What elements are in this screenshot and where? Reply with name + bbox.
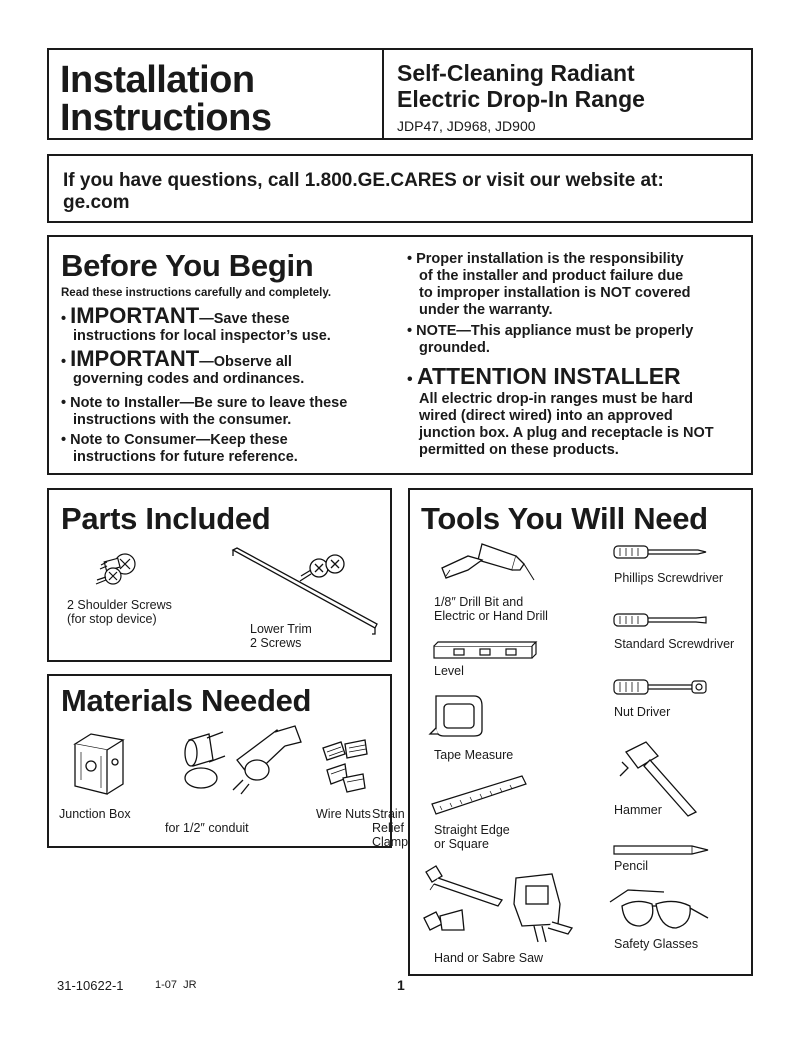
trim-screws-label: 2 Screws [250, 636, 302, 650]
important-observe: • IMPORTANT—Observe all governing codes and ordinances. [61, 350, 391, 388]
note-consumer-line1: • Note to Consumer—Keep these [61, 432, 288, 448]
straight-edge-illustration [430, 774, 534, 824]
wire-nuts-illustration [317, 738, 373, 798]
wire-nuts-label: Wire Nuts [316, 807, 371, 821]
drill-illustration [438, 540, 538, 590]
important-save: • IMPORTANT—Save these instructions for local inspector’s use. [61, 307, 391, 345]
proper-line3: to improper installation is NOT covered [419, 285, 691, 301]
important-observe-rest: —Observe all [199, 354, 292, 370]
saw-illustration [422, 864, 592, 944]
contact-line2: ge.com [63, 192, 130, 213]
doc-title-line1: Installation [60, 59, 255, 101]
read-instructions: Read these instructions carefully and completely. [61, 287, 332, 299]
doc-title-line2: Instructions [60, 97, 272, 139]
nut-driver-illustration [612, 678, 712, 696]
standard-screwdriver-label: Standard Screwdriver [614, 637, 735, 651]
note-consumer-line2: instructions for future reference. [73, 449, 298, 465]
drill-label: 1/8″ Drill Bit and [434, 595, 524, 609]
product-name-line2: Electric Drop-In Range [397, 86, 645, 112]
before-you-begin-title: Before You Begin [61, 248, 314, 283]
parts-included-box [47, 488, 392, 662]
pencil-illustration [612, 844, 712, 856]
pencil-label: Pencil [614, 859, 649, 873]
strain-relief-clamp-label: Strain Relief Clamp [372, 807, 409, 849]
note-installer-line2: instructions with the consumer. [73, 412, 292, 428]
junction-box-illustration [71, 732, 131, 798]
important-observe-line2: governing codes and ordinances. [73, 371, 305, 387]
grounded-line1: • NOTE—This appliance must be properly [407, 323, 694, 339]
saw-label: Hand or Sabre Saw [434, 951, 544, 965]
tools-title: Tools You Will Need [421, 501, 708, 536]
document-number: 31-10622-1 [57, 978, 124, 993]
product-box [382, 48, 753, 140]
level-illustration [432, 640, 536, 662]
tools-box [408, 488, 753, 976]
tape-measure-label: Tape Measure [434, 748, 514, 762]
strain-relief-clamp-illustration [169, 720, 309, 800]
safety-glasses-label: Safety Glasses [614, 937, 699, 951]
proper-line1: • Proper installation is the responsibility [407, 251, 684, 267]
materials-needed-box [47, 674, 409, 849]
level-label: Level [434, 664, 464, 678]
standard-screwdriver-illustration [612, 612, 708, 628]
attention-line3: junction box. A plug and receptacle is NOT [419, 425, 714, 441]
proper-line4: under the warranty. [419, 302, 553, 318]
shoulder-screws-note: (for stop device) [67, 612, 157, 626]
title-box [47, 48, 384, 140]
important-observe-key: IMPORTANT [70, 346, 200, 371]
drill-label-line2: Electric or Hand Drill [434, 609, 548, 623]
proper-line2: of the installer and product failure due [419, 268, 684, 284]
note-installer-line1: • Note to Installer—Be sure to leave these [61, 395, 348, 411]
attention-line4: permitted on these products. [419, 442, 619, 458]
note-grounded [407, 323, 747, 357]
materials-needed-title: Materials Needed [61, 683, 312, 718]
safety-glasses-illustration [608, 888, 712, 932]
attention-text [407, 391, 747, 459]
important-save-key: IMPORTANT [70, 303, 200, 328]
lower-trim-label: Lower Trim [250, 622, 312, 636]
note-consumer [61, 432, 391, 466]
product-name-line1: Self-Cleaning Radiant [397, 60, 635, 86]
nut-driver-label: Nut Driver [614, 705, 671, 719]
straight-edge-label-line2: or Square [434, 837, 489, 851]
conduit-size-label: for 1/2″ conduit [165, 821, 249, 835]
contact-line1: If you have questions, call 1.800.GE.CARES or visit our website at: [63, 170, 664, 191]
junction-box-label: Junction Box [59, 807, 131, 821]
tape-measure-illustration [430, 690, 490, 740]
shoulder-screws-label: 2 Shoulder Screws [67, 598, 172, 612]
attention-installer: • ATTENTION INSTALLER [407, 363, 681, 389]
proper-installation [407, 251, 747, 319]
model-numbers: JDP47, JD968, JD900 [397, 118, 536, 134]
before-you-begin-box [47, 235, 753, 475]
page-number: 1 [397, 977, 405, 993]
grounded-line2: grounded. [419, 340, 490, 356]
contact-box [47, 154, 753, 223]
phillips-screwdriver-label: Phillips Screwdriver [614, 571, 724, 585]
hammer-label: Hammer [614, 803, 662, 817]
straight-edge-label: Straight Edge [434, 823, 510, 837]
important-save-rest: —Save these [199, 311, 290, 327]
parts-included-title: Parts Included [61, 501, 271, 536]
revision-date: 1-07 JR [155, 979, 197, 991]
phillips-screwdriver-illustration [612, 544, 708, 560]
shoulder-screws-illustration [93, 550, 153, 590]
attention-installer-heading: ATTENTION INSTALLER [417, 363, 681, 389]
attention-line2: wired (direct wired) into an approved [419, 408, 673, 424]
attention-line1: All electric drop-in ranges must be hard [419, 391, 693, 407]
important-save-line2: instructions for local inspector’s use. [73, 328, 331, 344]
note-installer [61, 395, 391, 429]
